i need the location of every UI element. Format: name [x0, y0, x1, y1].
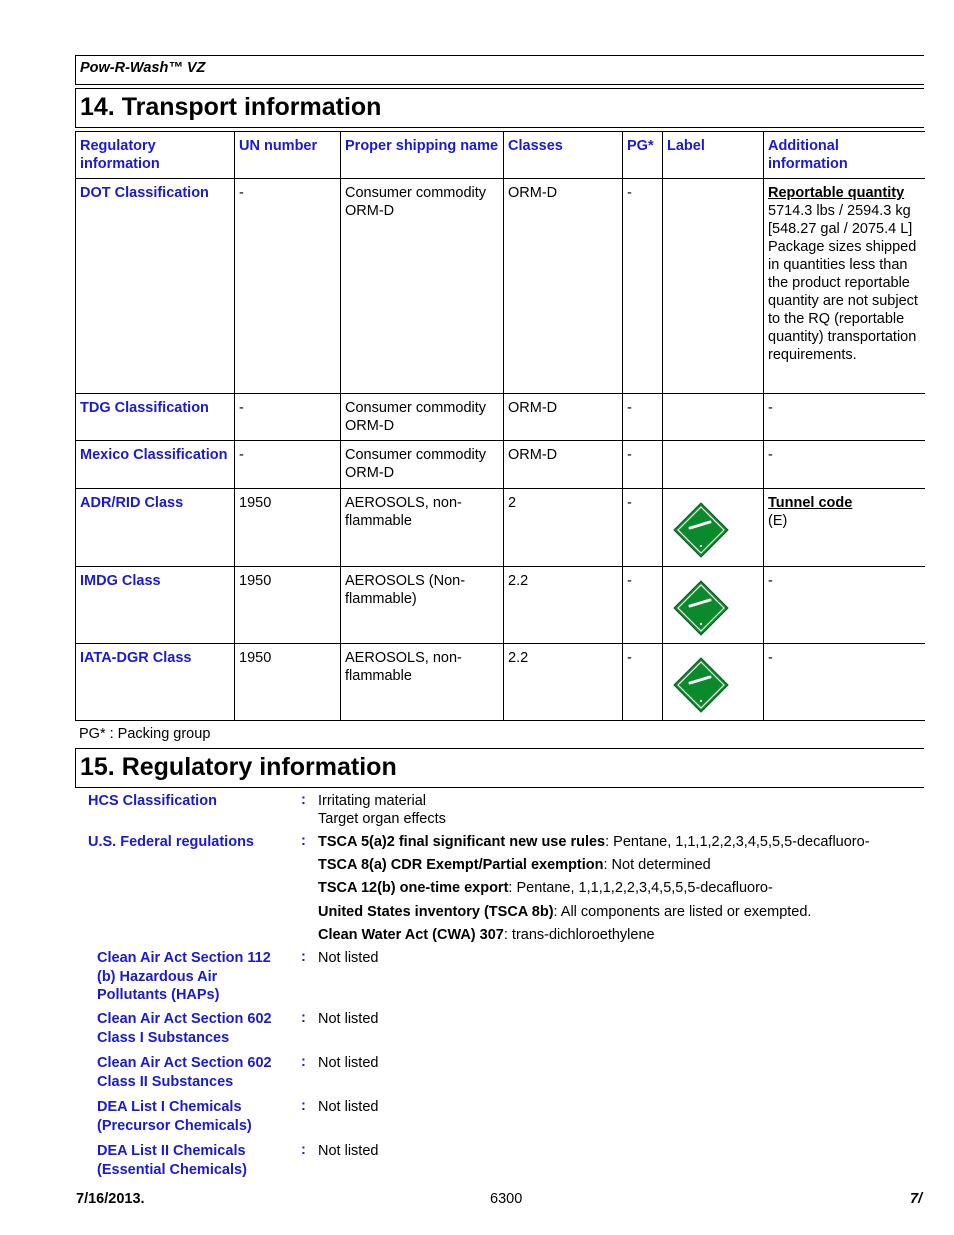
- row-un-cell: 1950: [235, 644, 341, 721]
- row-label-cell: [663, 179, 764, 394]
- colon: :: [301, 792, 306, 808]
- row-un-cell: -: [235, 441, 341, 489]
- colon: :: [301, 1054, 306, 1070]
- row-un-cell: -: [235, 179, 341, 394]
- hcs-classification-label: HCS Classification: [88, 793, 217, 809]
- row-label-cell: [663, 394, 764, 441]
- row-additional-cell: [764, 644, 925, 721]
- row-pg-cell: -: [623, 567, 663, 644]
- row-regulatory-cell: TDG Classification: [76, 394, 235, 441]
- sub-regulation-label: DEA List II Chemicals (Essential Chemicals): [97, 1143, 247, 1178]
- table-row: [76, 394, 925, 441]
- row-regulatory-cell: ADR/RID Class: [76, 489, 235, 567]
- green-gas-diamond-icon: [673, 657, 729, 713]
- federal-regulation-item: TSCA 12(b) one-time export: Pentane, 1,1,1,2,2,3,4,5,5,5-decafluoro-: [318, 880, 773, 897]
- colon: :: [301, 833, 306, 849]
- sub-regulation-value: Not listed: [318, 1011, 379, 1027]
- colon: :: [301, 1098, 306, 1114]
- sub-regulation-value: Not listed: [318, 1099, 379, 1115]
- federal-regulation-item: TSCA 5(a)2 final significant new use rules: Pentane, 1,1,1,2,2,3,4,5,5,5-decafluoro-: [318, 834, 870, 850]
- row-shipping-name-cell: Consumer commodity ORM-D: [341, 441, 504, 489]
- col-header-regulatory: Regulatory information: [76, 132, 235, 179]
- additional-text: -: [768, 573, 773, 589]
- row-label-cell: [663, 644, 764, 721]
- sub-regulation-label: Clean Air Act Section 112 (b) Hazardous Air Pollutants (HAPs): [97, 950, 271, 1003]
- section-14-title: 14. Transport information: [75, 88, 924, 128]
- additional-text: -: [768, 650, 773, 666]
- sub-regulation-label: Clean Air Act Section 602 Class I Substances: [97, 1011, 272, 1046]
- table-row: [76, 644, 925, 721]
- sub-regulation-value: Not listed: [318, 1143, 379, 1159]
- row-additional-cell: [764, 441, 925, 489]
- row-label-cell: [663, 489, 764, 567]
- row-regulatory-cell: DOT Classification: [76, 179, 235, 394]
- federal-regulation-item: Clean Water Act (CWA) 307: trans-dichloroethylene: [318, 926, 655, 943]
- packing-group-footnote: PG* : Packing group: [79, 726, 211, 742]
- section-15-title: 15. Regulatory information: [75, 748, 924, 788]
- row-pg-cell: -: [623, 644, 663, 721]
- federal-regulations-label: U.S. Federal regulations: [88, 834, 254, 850]
- table-row: [76, 489, 925, 567]
- row-additional-cell: [764, 394, 925, 441]
- table-header-row: [76, 132, 925, 179]
- row-regulatory-cell: IMDG Class: [76, 567, 235, 644]
- col-header-classes: Classes: [504, 132, 623, 179]
- row-shipping-name-cell: Consumer commodity ORM-D: [341, 394, 504, 441]
- row-shipping-name-cell: AEROSOLS, non-flammable: [341, 644, 504, 721]
- table-row: [76, 441, 925, 489]
- row-label-cell: [663, 441, 764, 489]
- additional-text: (E): [768, 513, 788, 529]
- row-un-cell: -: [235, 394, 341, 441]
- colon: :: [301, 1010, 306, 1026]
- footer-code: 6300: [490, 1191, 523, 1207]
- row-classes-cell: 2: [504, 489, 623, 567]
- row-regulatory-cell: Mexico Classification: [76, 441, 235, 489]
- row-label-cell: [663, 567, 764, 644]
- sub-regulation-value: Not listed: [318, 950, 379, 966]
- footer-page: 7/: [910, 1191, 923, 1207]
- row-shipping-name-cell: AEROSOLS, non-flammable: [341, 489, 504, 567]
- row-classes-cell: 2.2: [504, 644, 623, 721]
- col-header-additional: Additional information: [764, 132, 925, 179]
- colon: :: [301, 1142, 306, 1158]
- row-un-cell: 1950: [235, 567, 341, 644]
- row-classes-cell: ORM-D: [504, 441, 623, 489]
- col-header-label: Label: [663, 132, 764, 179]
- row-additional-cell: [764, 489, 925, 567]
- row-pg-cell: -: [623, 394, 663, 441]
- additional-title: Tunnel code: [768, 495, 853, 511]
- sub-regulation-label: DEA List I Chemicals (Precursor Chemicals): [97, 1099, 252, 1134]
- row-additional-cell: [764, 567, 925, 644]
- row-shipping-name-cell: Consumer commodity ORM-D: [341, 179, 504, 394]
- table-row: [76, 179, 925, 394]
- additional-title: Reportable quantity: [768, 185, 905, 201]
- hcs-classification-value: Irritating material Target organ effects: [318, 793, 446, 827]
- additional-text: 5714.3 lbs / 2594.3 kg [548.27 gal / 2075.4 L] Package sizes shipped in quantities less than the product reportable quantity are not subject to the RQ (reportable quantity) transportation requirements.: [768, 203, 918, 363]
- table-row: [76, 567, 925, 644]
- sub-regulation-label: Clean Air Act Section 602 Class II Substances: [97, 1055, 272, 1090]
- col-header-shipping-name: Proper shipping name: [341, 132, 504, 179]
- row-pg-cell: -: [623, 489, 663, 567]
- row-classes-cell: ORM-D: [504, 394, 623, 441]
- additional-text: -: [768, 447, 773, 463]
- row-shipping-name-cell: AEROSOLS (Non-flammable): [341, 567, 504, 644]
- colon: :: [301, 949, 306, 965]
- row-pg-cell: -: [623, 179, 663, 394]
- additional-text: -: [768, 400, 773, 416]
- green-gas-diamond-icon: [673, 502, 729, 558]
- product-name: Pow-R-Wash™ VZ: [80, 60, 206, 76]
- row-classes-cell: ORM-D: [504, 179, 623, 394]
- transport-table: [75, 131, 925, 721]
- federal-regulation-item: TSCA 8(a) CDR Exempt/Partial exemption: Not determined: [318, 857, 711, 874]
- row-additional-cell: [764, 179, 925, 394]
- row-classes-cell: 2.2: [504, 567, 623, 644]
- green-gas-diamond-icon: [673, 580, 729, 636]
- product-header: [75, 55, 924, 85]
- sub-regulation-value: Not listed: [318, 1055, 379, 1071]
- row-regulatory-cell: IATA-DGR Class: [76, 644, 235, 721]
- footer-date: 7/16/2013.: [76, 1191, 145, 1207]
- row-un-cell: 1950: [235, 489, 341, 567]
- row-pg-cell: -: [623, 441, 663, 489]
- col-header-pg: PG*: [623, 132, 663, 179]
- col-header-un-number: UN number: [235, 132, 341, 179]
- federal-regulation-item: United States inventory (TSCA 8b): All components are listed or exempted.: [318, 903, 812, 920]
